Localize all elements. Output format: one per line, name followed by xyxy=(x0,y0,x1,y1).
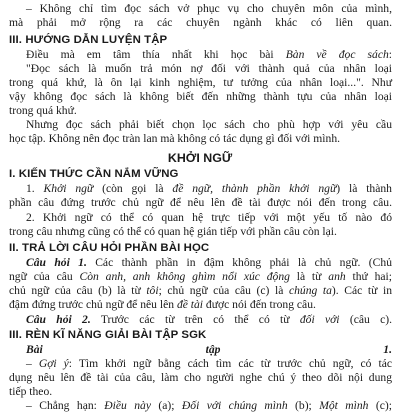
text-segment: đề tài xyxy=(176,298,204,311)
question-label: Câu hỏi 2. xyxy=(26,313,91,326)
text-segment: (b); xyxy=(287,399,320,412)
text-segment: Điều mà em tâm thía nhất khi học bài xyxy=(26,48,286,61)
text-segment: Bàn về đọc sách xyxy=(285,48,389,61)
text-segment: – xyxy=(26,357,39,370)
text-segment: (câu c). xyxy=(339,313,392,326)
text-line xyxy=(26,211,392,225)
text-segment: anh xyxy=(328,270,346,283)
question-label: Bài tập 1. xyxy=(26,343,392,356)
text-line xyxy=(9,16,392,30)
text-segment: II. TRẢ LỜI CÂU HỎI PHẦN BÀI HỌC xyxy=(9,242,210,254)
text-segment: (a); xyxy=(150,399,182,412)
text-segment: mà phải mở rộng ra các chuyên ngành khác có liên quan. xyxy=(9,16,392,29)
section-heading xyxy=(9,241,392,255)
text-segment: – Chẳng hạn: xyxy=(26,399,105,412)
section-heading xyxy=(9,33,392,47)
text-segment: học tập. Không nên đọc tràn lan mà không có tác dụng gì đối với mình. xyxy=(9,132,341,145)
text-segment: vậy không đọc sách là không biết đến những thành tựu của nhân loại xyxy=(9,90,392,103)
text-segment: KHỞI NGỮ xyxy=(167,151,233,165)
text-line xyxy=(9,196,392,210)
text-segment: (c); xyxy=(368,399,392,412)
text-segment: – Không chỉ tìm đọc sách vở phục vụ cho chuyên môn của mình, xyxy=(26,2,392,15)
text-line xyxy=(9,90,392,104)
text-line xyxy=(26,62,392,76)
text-segment: III. HƯỚNG DẪN LUYỆN TẬP xyxy=(9,34,168,46)
text-segment: dụng nêu lên đề tài của câu, làm cho người nghe chú ý theo dõi nội dung xyxy=(9,371,392,384)
text-segment: Các thành phần in đậm không phải là chủ ngữ. (Chủ xyxy=(86,256,392,269)
text-segment: Gợi ý xyxy=(38,357,69,370)
text-line xyxy=(9,225,392,239)
text-segment: tiếp theo. xyxy=(9,385,53,398)
text-segment: đề ngữ, thành phần khởi ngữ xyxy=(172,182,337,195)
text-segment: Một mình xyxy=(319,399,369,412)
text-segment: : Tìm khởi ngữ bằng cách tìm các từ trước chủ ngữ, có tác xyxy=(68,357,393,370)
text-line xyxy=(9,284,392,298)
text-segment: chúng ta xyxy=(288,284,332,297)
text-line xyxy=(9,385,392,399)
text-segment: trong quá khứ. xyxy=(9,104,77,117)
text-segment: "Đọc sách là muốn trả món nợ đối với thành quả của nhân loại xyxy=(26,62,392,75)
text-segment: trong quá khứ, là ôn lại kinh nghiệm, tư tưởng của nhân loại...". Như xyxy=(9,76,392,89)
lesson-title xyxy=(0,151,400,165)
text-line xyxy=(9,270,392,284)
section-heading xyxy=(9,167,392,181)
text-segment: trong câu nhưng cũng có thể có quan hệ gián tiếp với phần câu còn lại. xyxy=(9,225,337,238)
text-segment: Còn anh, anh không ghìm nổi xúc động xyxy=(79,270,290,283)
text-segment: chủ ngữ của câu (b) là từ xyxy=(9,284,147,297)
text-line xyxy=(26,48,392,62)
text-segment: đậm đứng trước chủ ngữ để nêu lên xyxy=(9,298,177,311)
text-segment: ; chủ ngữ của câu (c) là xyxy=(158,284,289,297)
text-segment: tôi xyxy=(146,284,159,297)
text-segment: Khởi ngữ xyxy=(43,182,94,195)
text-segment: ). Các từ in xyxy=(331,284,392,297)
text-segment: Nhưng đọc sách phải biết chọn lọc sách cho phù hợp với yêu cầu xyxy=(26,118,392,131)
text-line xyxy=(9,76,392,90)
text-line xyxy=(9,104,392,118)
text-line xyxy=(26,118,392,132)
text-line xyxy=(26,256,392,270)
text-segment: là từ xyxy=(289,270,329,283)
text-segment: được nói đến trong câu. xyxy=(203,298,316,311)
text-line xyxy=(9,298,392,312)
text-segment: Đối với chúng mình xyxy=(181,399,288,412)
text-segment: ngữ của câu xyxy=(9,270,80,283)
text-segment: : xyxy=(388,48,393,61)
text-segment: Trước các từ trên có thể có từ xyxy=(90,313,300,326)
text-segment: đối với xyxy=(299,313,340,326)
text-line xyxy=(26,399,392,413)
text-line xyxy=(26,357,392,371)
text-line xyxy=(9,132,392,146)
text-line xyxy=(26,182,392,196)
text-segment: (còn gọi là xyxy=(93,182,173,195)
text-segment: 2. Khởi ngữ có thể có quan hệ trực tiếp với một yếu tố nào đó xyxy=(26,211,392,224)
text-segment: 1. xyxy=(26,182,44,195)
section-heading xyxy=(9,328,392,342)
text-line xyxy=(9,371,392,385)
text-line xyxy=(26,313,392,327)
text-segment: ) là thành xyxy=(336,182,392,195)
text-segment: phần câu đứng trước chủ ngữ để nêu lên đề tài được nói đến trong câu. xyxy=(9,196,392,209)
text-segment: I. KIẾN THỨC CẦN NẮM VỮNG xyxy=(9,168,179,180)
text-segment: Điều này xyxy=(104,399,151,412)
question-label: Câu hỏi 1. xyxy=(26,256,87,269)
text-line xyxy=(26,2,392,16)
text-segment: III. RÈN KĨ NĂNG GIẢI BÀI TẬP SGK xyxy=(9,329,207,341)
text-line xyxy=(26,343,392,357)
text-segment: thứ hai; xyxy=(345,270,392,283)
